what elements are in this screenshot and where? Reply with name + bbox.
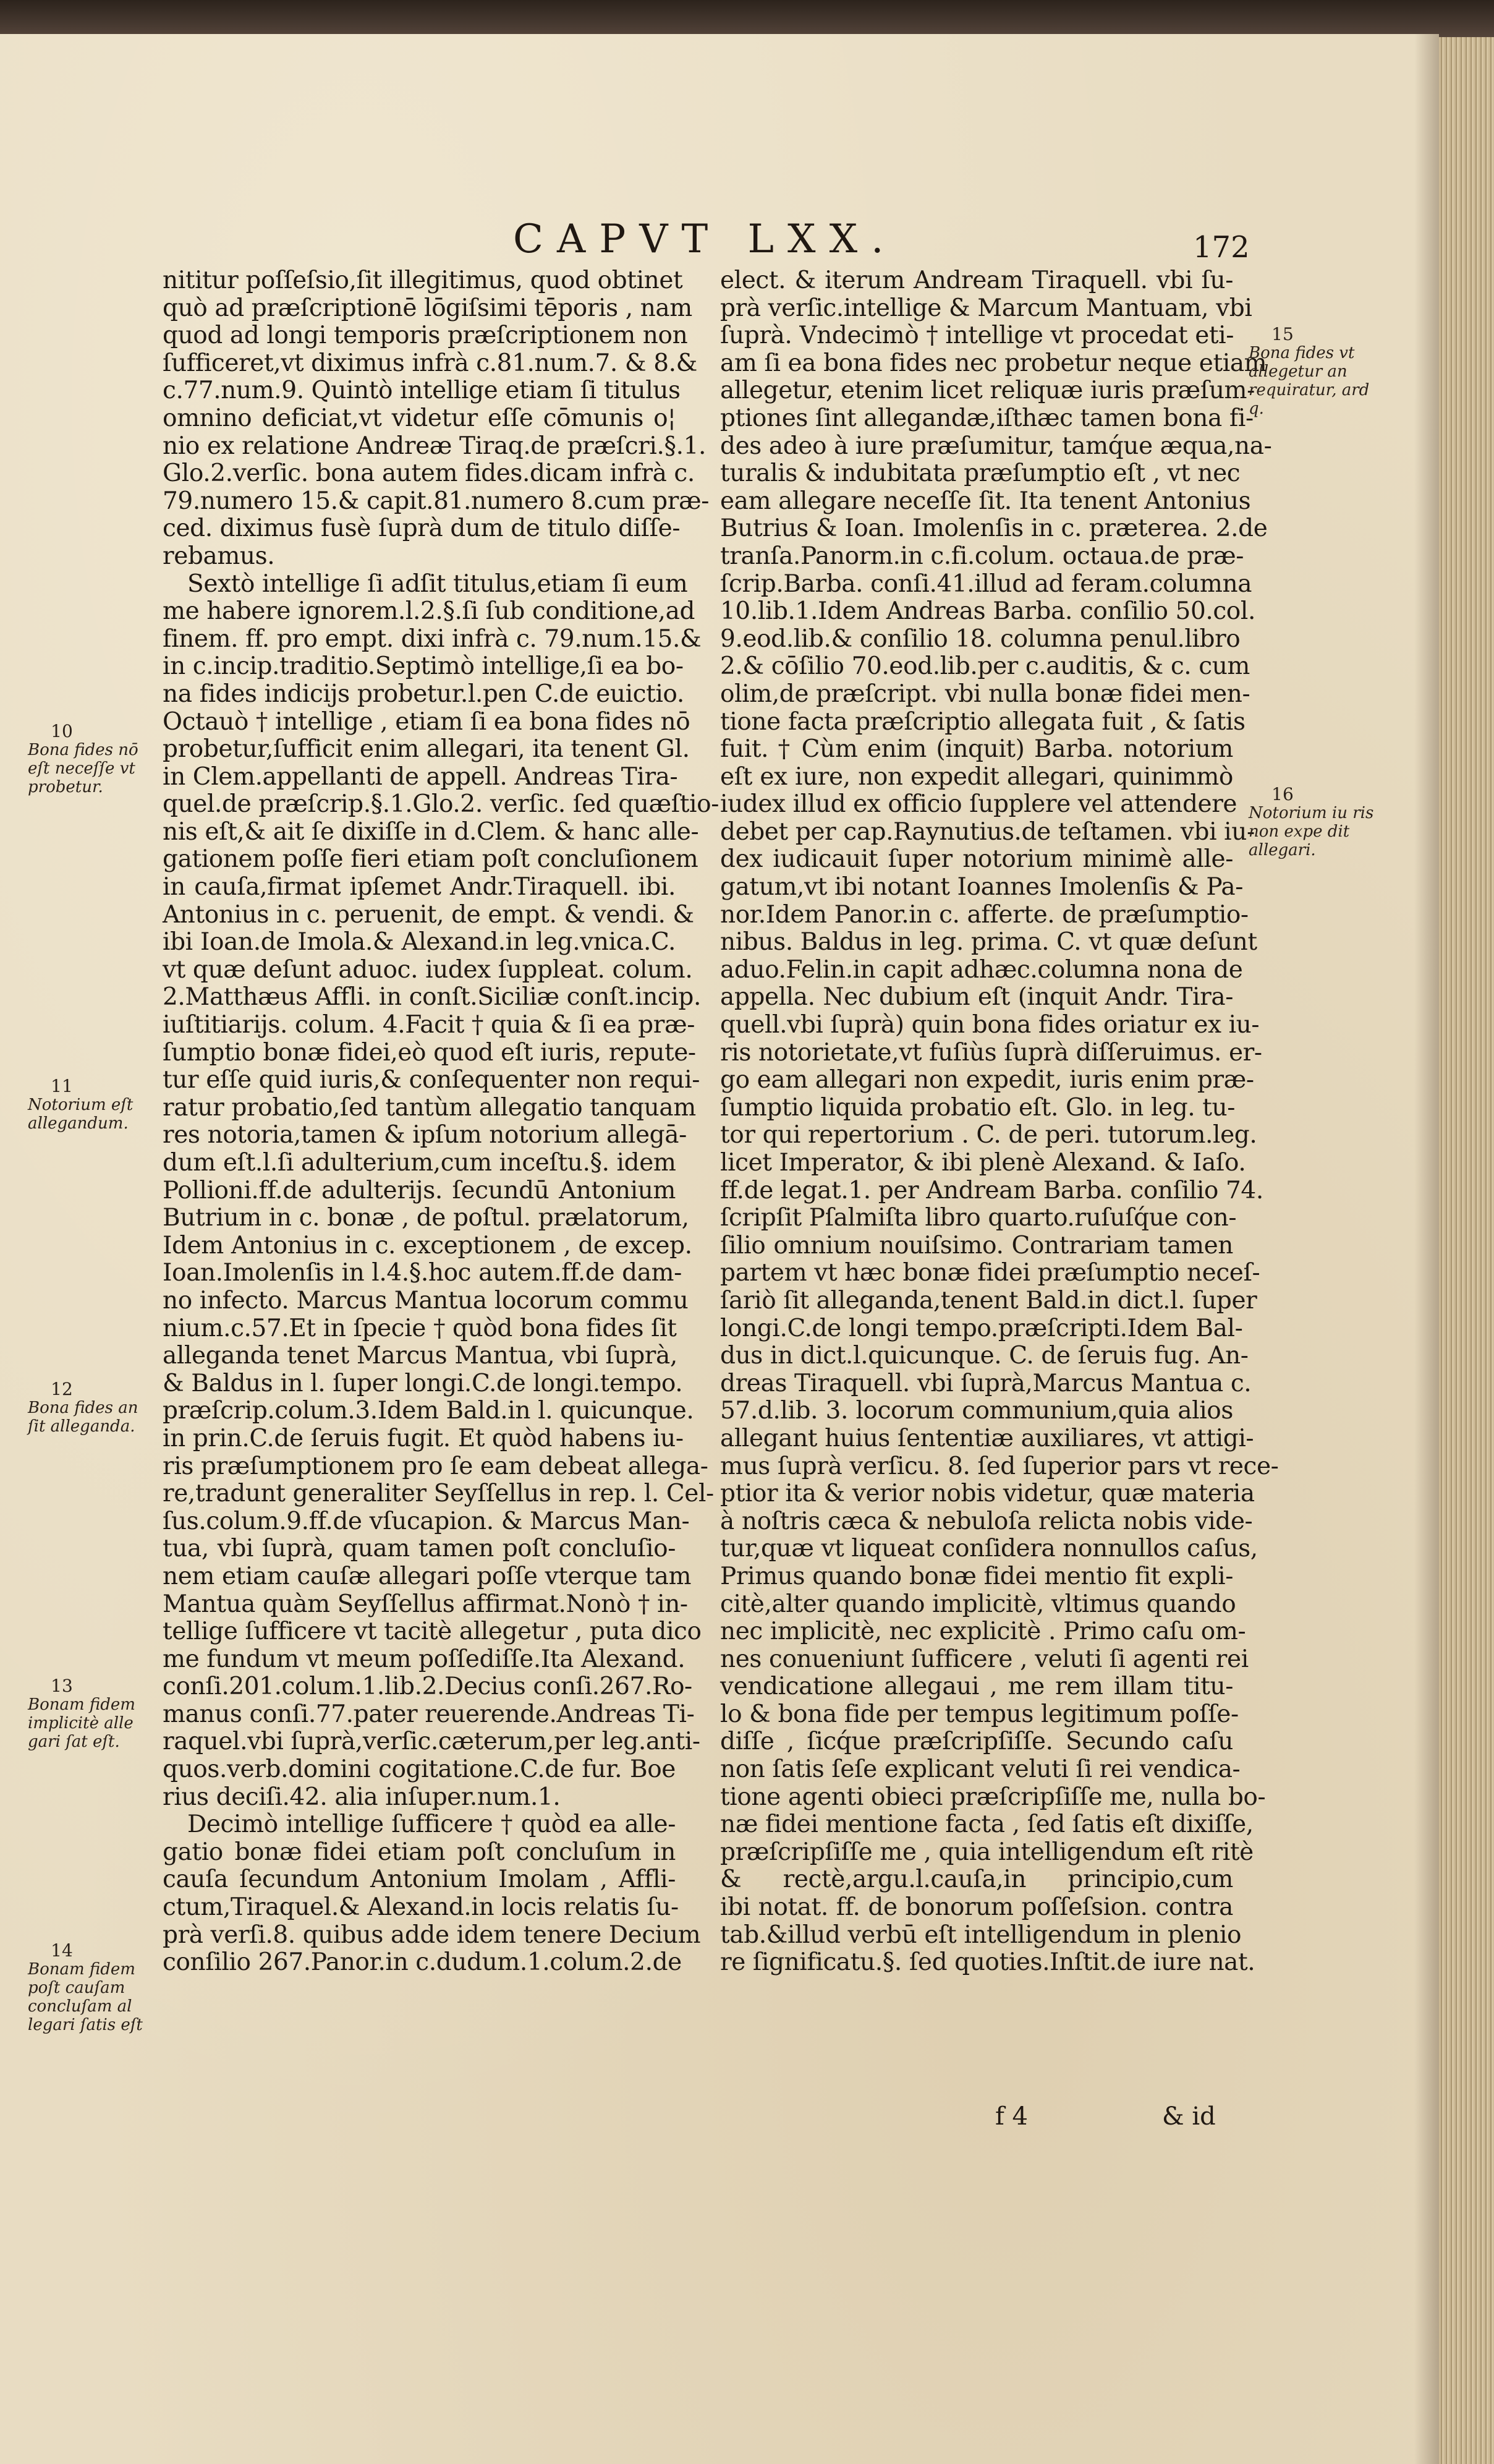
text-line: tab.&illud verbū eſt intelligendum in plenio <box>720 1920 1242 1949</box>
text-line: re ſignificatu.§. ſed quoties.Inſtit.de iure nat. <box>720 1948 1255 1977</box>
text-line: dum eſt.l.ſi adulterium,cum inceſtu.§. idem <box>163 1149 676 1177</box>
text-line: prà verſi.8. quibus adde idem tenere Decium <box>163 1920 701 1949</box>
margin-note-text: Bonam fidem implicitè alle gari ſat eſt. <box>28 1695 135 1751</box>
text-line: non ſatis ſeſe explicant veluti ſi rei vendica- <box>720 1755 1241 1784</box>
text-line: lo & bona fide per tempus legitimum poſſe- <box>720 1700 1239 1728</box>
text-line: Ioan.Imolenſis in l.4.§.hoc autem.ff.de dam- <box>163 1259 682 1287</box>
text-line: ſariò ſit alleganda,tenent Bald.in dict.l. ſuper <box>720 1286 1257 1315</box>
text-line: in cauſa,firmat ipſemet Andr.Tiraquell. ibi. <box>163 873 676 902</box>
text-line: eam allegare neceſſe ſit. Ita tenent Antonius <box>720 487 1251 515</box>
text-line: quell.vbi ſuprà) quin bona fides oriatur ex iu- <box>720 1011 1260 1039</box>
text-line: probetur,ſufficit enim allegari, ita tenent Gl. <box>163 735 690 764</box>
margin-note-13 <box>28 1677 151 1751</box>
text-line: nes conueniunt ſufficere , veluti ſi agenti rei <box>720 1645 1249 1673</box>
text-line: me habere ignorem.l.2.§.ſi ſub conditione,ad <box>163 597 695 626</box>
text-line: ibi notat. ff. de bonorum poſſeſsion. contra <box>720 1893 1233 1922</box>
text-line: Decimò intellige ſufficere † quòd ea alle- <box>187 1810 676 1839</box>
text-line: ſumptio liquida probatio eſt. Glo. in leg. tu- <box>720 1093 1236 1122</box>
text-line: næ fidei mentione facta , ſed ſatis eſt dixiſſe, <box>720 1810 1254 1839</box>
text-line: 2.Matthæus Affli. in conſt.Siciliæ conſt.incip. <box>163 983 701 1012</box>
text-line: eſt ex iure, non expedit allegari, quinimmò <box>720 762 1233 791</box>
text-line: ſuprà. Vndecimò † intellige vt procedat eti- <box>720 322 1234 350</box>
text-line: manus conſi.77.pater reuerende.Andreas Ti- <box>163 1700 695 1728</box>
margin-note-number: 16 <box>1271 784 1294 804</box>
margin-note-number: 14 <box>51 1940 73 1961</box>
text-line: ris præſumptionem pro ſe eam debeat allega- <box>163 1452 708 1480</box>
text-line: nis eſt,& ait ſe dixiſſe in d.Clem. & hanc alle- <box>163 817 699 846</box>
text-line: à noſtris cæca & nebuloſa relicta nobis vide- <box>720 1507 1253 1535</box>
text-line: fuit. † Cùm enim (inquit) Barba. notorium <box>720 735 1233 764</box>
text-line: Mantua quàm Seyſſellus affirmat.Nonò † in- <box>163 1590 688 1618</box>
text-line: tua, vbi ſuprà, quam tamen poſt concluſio- <box>163 1535 676 1563</box>
text-line: gationem poſſe fieri etiam poſt concluſionem <box>163 845 698 874</box>
text-line: quel.de præſcrip.§.1.Glo.2. verſic. ſed quæſtio- <box>163 790 719 819</box>
margin-note-number: 11 <box>51 1076 73 1096</box>
text-line: iudex illud ex officio ſupplere vel attendere <box>720 790 1237 819</box>
text-line: Butrium in c. bonæ , de poſtul. prælatorum, <box>163 1204 689 1232</box>
margin-note-text: Bona fides vt allegetur an requiratur, ard q. <box>1249 344 1370 418</box>
text-line: re,tradunt generaliter Seyſſellus in rep. l. Cel- <box>163 1480 714 1508</box>
book-top-edge <box>0 0 1494 37</box>
text-line: prà verſic.intellige & Marcum Mantuam, vbi <box>720 294 1252 322</box>
text-line: no infecto. Marcus Mantua locorum commu <box>163 1286 689 1315</box>
text-line: gatio bonæ fidei etiam poſt concluſum in <box>163 1838 676 1866</box>
text-line: na fides indicijs probetur.l.pen C.de euictio. <box>163 680 684 708</box>
text-line: olim,de præſcript. vbi nulla bonæ fidei men- <box>720 680 1250 708</box>
text-line: ibi Ioan.de Imola.& Alexand.in leg.vnica.C. <box>163 928 676 957</box>
text-line: ris notorietate,vt fuſiùs ſuprà diſſeruimus. er- <box>720 1038 1262 1067</box>
text-line: tione facta præſcriptio allegata fuit , & ſatis <box>720 707 1246 736</box>
text-line: turalis & indubitata præſumptio eſt , vt nec <box>720 459 1241 488</box>
text-line: tor qui repertorium . C. de peri. tutorum.leg. <box>720 1121 1257 1149</box>
margin-note-14 <box>28 1942 151 2034</box>
text-line: licet Imperator, & ibi plenè Alexand. & Iaſo. <box>720 1149 1246 1177</box>
text-line: omnino deficiat,vt videtur eſſe cōmunis o¦ <box>163 404 676 432</box>
text-line: mus ſuprà verſicu. 8. ſed ſuperior pars vt rece- <box>720 1452 1279 1480</box>
text-line: vendicatione allegaui , me rem illam titu- <box>720 1673 1233 1701</box>
text-line: Idem Antonius in c. exceptionem , de excep. <box>163 1231 692 1260</box>
text-line: ſus.colum.9.ff.de vſucapion. & Marcus Man- <box>163 1507 690 1535</box>
text-line: Butrius & Ioan. Imolenſis in c. præterea. 2.de <box>720 514 1268 543</box>
text-line: nibus. Baldus in leg. prima. C. vt quæ deſunt <box>720 928 1257 957</box>
text-line: go eam allegari non expedit, iuris enim præ- <box>720 1066 1254 1094</box>
text-line: Glo.2.verſic. bona autem fides.dicam infrà c. <box>163 459 695 488</box>
text-line: in prin.C.de ſeruis fugit. Et quòd habens iu- <box>163 1424 684 1452</box>
text-line: tellige ſufficere vt tacitè allegetur , puta dico <box>163 1618 702 1646</box>
text-line: tione agenti obieci præſcripſiſſe me, nulla bo- <box>720 1783 1266 1811</box>
text-line: dreas Tiraquell. vbi ſuprà,Marcus Mantua c. <box>720 1369 1252 1397</box>
text-line: citè,alter quando implicitè, vltimus quando <box>720 1590 1236 1618</box>
text-line: 10.lib.1.Idem Andreas Barba. conſilio 50.col. <box>720 597 1255 626</box>
text-line: nem etiam cauſæ allegari poſſe vterque tam <box>163 1562 692 1590</box>
text-line: in Clem.appellanti de appell. Andreas Tira- <box>163 762 678 791</box>
text-line: ſufficeret,vt diximus infrà c.81.num.7. & 8.& <box>163 349 697 377</box>
text-line: longi.C.de longi tempo.præſcripti.Idem Bal- <box>720 1314 1243 1342</box>
signature-mark: f 4 <box>995 2102 1028 2131</box>
text-line: iuſtitiarijs. colum. 4.Facit † quia & ſi ea præ- <box>163 1011 695 1039</box>
text-line: ſcrip.Barba. conſi.41.illud ad feram.columna <box>720 569 1252 598</box>
text-line: des adeo à iure præſumitur, tamq́ue æqua,na- <box>720 432 1272 460</box>
text-line: ptiones ſint allegandæ,iſthæc tamen bona fi- <box>720 404 1254 432</box>
text-line: tur,quæ vt liqueat conſidera nonnullos caſus, <box>720 1535 1258 1563</box>
text-line: tranſa.Panorm.in c.fi.colum. octaua.de præ- <box>720 542 1244 570</box>
text-line: vt quæ deſunt aduoc. iudex ſuppleat. colum. <box>163 955 693 984</box>
text-line: 79.numero 15.& capit.81.numero 8.cum præ- <box>163 487 710 515</box>
text-line: nium.c.57.Et in ſpecie † quòd bona fides ſit <box>163 1314 677 1342</box>
text-line: quod ad longi temporis præſcriptionem non <box>163 322 688 350</box>
text-line: 2.& cōſilio 70.eod.lib.per c.auditis, & c. cum <box>720 652 1250 681</box>
text-line: rius deciſi.42. alia inſuper.num.1. <box>163 1783 561 1811</box>
margin-note-12 <box>28 1380 151 1436</box>
text-line: Primus quando bonæ fidei mentio fit expli- <box>720 1562 1233 1590</box>
text-line: dus in dict.l.quicunque. C. de ſeruis fug. An- <box>720 1342 1249 1370</box>
margin-note-15 <box>1249 325 1378 418</box>
text-line: ſumptio bonæ fidei,eò quod eſt iuris, repute- <box>163 1038 696 1067</box>
text-line: rebamus. <box>163 542 275 570</box>
text-line: quos.verb.domini cogitatione.C.de fur. Boe <box>163 1755 676 1784</box>
text-line: me fundum vt meum poſſediſſe.Ita Alexand. <box>163 1645 685 1673</box>
text-line: alleganda tenet Marcus Mantua, vbi ſuprà, <box>163 1342 677 1370</box>
text-line: Sextò intellige ſi adſit titulus,etiam ſi eum <box>187 569 688 598</box>
text-line: res notoria,tamen & ipſum notorium allegā- <box>163 1121 687 1149</box>
text-line: ced. diximus fusè ſuprà dum de titulo diſſe- <box>163 514 681 543</box>
text-line: nec implicitè, nec explicitè . Primo caſu om- <box>720 1618 1246 1646</box>
text-line: præſcripſiſſe me , quia intelligendum eſt ritè <box>720 1838 1254 1866</box>
book-page-edges <box>1439 37 1494 2464</box>
text-line: finem. ff. pro empt. dixi infrà c. 79.num.15.& <box>163 625 702 653</box>
text-line: dex iudicauit ſuper notorium minimè alle- <box>720 845 1233 874</box>
text-line: ſilio omnium nouiſsimo. Contrariam tamen <box>720 1231 1233 1260</box>
text-line: am ſi ea bona fides nec probetur neque etiam <box>720 349 1267 377</box>
text-line: nor.Idem Panor.in c. afferte. de præſumptio- <box>720 900 1249 929</box>
text-line: appella. Nec dubium eſt (inquit Andr. Tira- <box>720 983 1233 1012</box>
text-line: gatum,vt ibi notant Ioannes Imolenſis & Pa- <box>720 873 1244 902</box>
margin-note-10 <box>28 722 151 796</box>
text-line: raquel.vbi ſuprà,verſic.cæterum,per leg.anti- <box>163 1728 700 1756</box>
margin-note-number: 13 <box>51 1676 73 1696</box>
text-line: allegant huius ſententiæ auxiliares, vt attigi- <box>720 1424 1254 1452</box>
margin-note-number: 10 <box>51 721 73 741</box>
catchword: & id <box>1162 2102 1216 2131</box>
margin-note-text: Notorium eſt allegandum. <box>28 1096 134 1133</box>
text-line: 9.eod.lib.& conſilio 18. columna penul.libro <box>720 625 1241 653</box>
text-line: in c.incip.traditio.Septimò intellige,ſi ea bo- <box>163 652 684 681</box>
text-line: ptior ita & verior nobis videtur, quæ materia <box>720 1480 1255 1508</box>
left-text-column <box>163 266 719 1977</box>
text-line: aduo.Felin.in capit adhæc.columna nona de <box>720 955 1243 984</box>
text-line: cauſa ſecundum Antonium Imolam , Affli- <box>163 1865 676 1894</box>
text-line: Octauò † intellige , etiam ſi ea bona fides nō <box>163 707 690 736</box>
margin-note-number: 12 <box>51 1379 73 1399</box>
margin-note-16 <box>1249 785 1378 859</box>
text-line: ff.de legat.1. per Andream Barba. conſilio 74. <box>720 1176 1263 1204</box>
text-line: Pollioni.ff.de adulterijs. ſecundū Antonium <box>163 1176 676 1204</box>
page-number: 172 <box>1193 230 1250 265</box>
margin-note-text: Bona fides nō eſt neceſſe vt probetur. <box>28 741 138 796</box>
text-line: nititur poſſeſsio,ſit illegitimus, quod obtinet <box>163 266 683 294</box>
page-gutter-shadow <box>1414 34 1439 2464</box>
text-line: nio ex relatione Andreæ Tiraq.de præſcri.§.1. <box>163 432 706 460</box>
text-line: ctum,Tiraquel.& Alexand.in locis relatis ſu- <box>163 1893 679 1922</box>
margin-note-text: Bona fides an ſit alleganda. <box>28 1399 138 1436</box>
running-head: CAPVT LXX. <box>513 216 898 262</box>
text-line: quò ad præſcriptionē lōgiſsimi tēporis , nam <box>163 294 692 322</box>
right-text-column <box>720 266 1279 1977</box>
text-line: diſſe , ſicq́ue præſcripſiſſe. Secundo caſu <box>720 1728 1233 1756</box>
text-line: Antonius in c. peruenit, de empt. & vendi. & <box>163 900 694 929</box>
text-line: c.77.num.9. Quintò intellige etiam ſi titulus <box>163 377 681 405</box>
margin-note-text: Bonam fidem poſt cauſam concluſam al legari ſatis eſt <box>28 1960 143 2034</box>
text-line: conſi.201.colum.1.lib.2.Decius conſi.267.Ro- <box>163 1673 692 1701</box>
text-line: tur eſſe quid iuris,& conſequenter non requi- <box>163 1066 700 1094</box>
margin-note-11 <box>28 1077 151 1133</box>
text-line: elect. & iterum Andream Tiraquell. vbi ſu- <box>720 266 1233 294</box>
text-line: ratur probatio,ſed tantùm allegatio tanquam <box>163 1093 696 1122</box>
margin-note-number: 15 <box>1271 324 1294 344</box>
text-line: & rectè,argu.l.cauſa,in principio,cum <box>720 1865 1233 1894</box>
text-line: ſcripſit Pſalmiſta libro quarto.ruſuſq́ue con- <box>720 1204 1237 1232</box>
text-line: partem vt hæc bonæ fidei præſumptio neceſ- <box>720 1259 1260 1287</box>
text-line: allegetur, etenim licet reliquæ iuris præſum- <box>720 377 1255 405</box>
margin-note-text: Notorium iu ris non expe dit allegari. <box>1249 804 1374 859</box>
text-line: debet per cap.Raynutius.de teſtamen. vbi iu- <box>720 817 1255 846</box>
text-line: 57.d.lib. 3. locorum communium,quia alios <box>720 1397 1233 1425</box>
text-line: præſcrip.colum.3.Idem Bald.in l. quicunque. <box>163 1397 694 1425</box>
text-line: & Baldus in l. ſuper longi.C.de longi.tempo. <box>163 1369 683 1397</box>
text-line: conſilio 267.Panor.in c.dudum.1.colum.2.de <box>163 1948 682 1977</box>
